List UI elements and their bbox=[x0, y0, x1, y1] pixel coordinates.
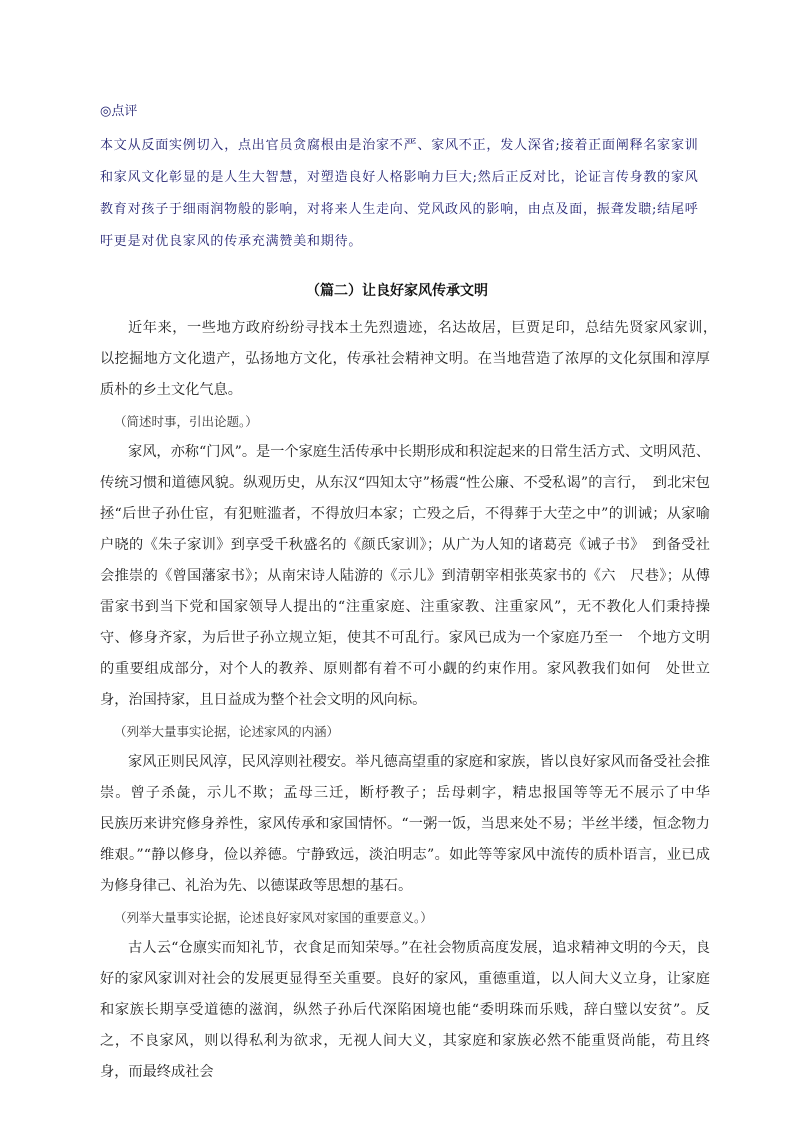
paragraph-4: 古人云“仓廪实而知礼节，衣食足而知荣辱。”在社会物质高度发展，追求精神文明的今天，良好的家风家训对社会的发展更显得至关重要。良好的家风，重德重道，以人间大义立身，让家庭和家族长期享受道德的滋润，纵然子孙后代深陷困境也能“委明珠而乐贱，辞白璧以安贫”。反之，不良家风，则以得私利为欲求，无视人间大义，其家庭和家族必然不能重贤尚能，苟且终 身，而最终成社会 bbox=[100, 940, 739, 1080]
paragraph-2: 家风，亦称“门风”。是一个家庭生活传承中长期形成和积淀起来的日常生活方式、文明风范、传统习惯和道德风貌。纵观历史，从东汉“四知太守”杨震“性公廉、不受私谒”的言行， 到北宋包拯“后世子孙仕宦，有犯赃滥者，不得放归本家；亡殁之后，不得葬于大茔之中”的训诫；从家喻户晓的《朱子家训》到享受千秋盛名的《颜氏家训》；从广为人知的诸葛亮《诫子书》 到备受社会推崇的《曾国藩家书》；从南宋诗人陆游的《示儿》到清朝宰相张英家书的《六 尺巷》；从傅雷家书到当下党和国家领导人提出的“注重家庭、注重家教、注重家风”，无不教化人们秉持操守、修身齐家，为后世子孙立规立矩，使其不可乱行。家风已成为一个家庭乃至一 个地方文明的重要组成部分，对个人的教养、原则都有着不可小觑的约束作用。家风教我们如何 处世立身，治国持家，且日益成为整个社会文明的风向标。 bbox=[100, 444, 711, 708]
paragraph-1: 近年来，一些地方政府纷纷寻找本土先烈遗迹，名达故居，巨贾足印，总结先贤家风家训， 以挖掘地方文化遗产，弘扬地方文化，传承社会精神文明。在当地营造了浓厚的文化氛围和淳厚 质朴的乡土文化气息。 bbox=[100, 320, 725, 398]
note-1: （简述时事，引出论题。） bbox=[114, 414, 258, 429]
essay-title: （篇二）让良好家风传承文明 bbox=[306, 283, 488, 299]
note-3: （列举大量事实论据，论述良好家风对家国的重要意义。） bbox=[114, 910, 433, 925]
review-body: 本文从反面实例切入，点出官员贪腐根由是治家不严、家风不正，发人深省;接着正面阐释名家家训和家风文化彰显的是人生大智慧，对塑造良好人格影响力巨大;然后正反对比，论证言传身教的家风教育对孩子于细雨润物般的影响，对将来人生走向、党风政风的影响，由点及面，振聋发聩;结尾呼吁更是对优良家风的传承充满赞美和期待。 bbox=[100, 138, 699, 249]
note-2: （列举大量事实论据，论述家风的内涵） bbox=[114, 724, 340, 739]
review-heading: ◎点评 bbox=[100, 104, 138, 119]
essay-body bbox=[100, 313, 739, 1088]
paragraph-3: 家风正则民风淳，民风淳则社稷安。举凡德高望重的家庭和家族，皆以良好家风而备受社会推崇。曾子杀彘，示儿不欺；孟母三迁，断杼教子；岳母刺字，精忠报国等等无不展示了中华 民族历来讲究修身养性，家风传承和家国情怀。“一粥一饭，当思来处不易；半丝半缕，恒念物力维艰。”“静以修身，俭以养德。宁静致远，淡泊明志”。如此等等家风中流传的质朴语言，业已成为修身律己、礼治为先、以德谋政等思想的基石。 bbox=[100, 754, 739, 894]
